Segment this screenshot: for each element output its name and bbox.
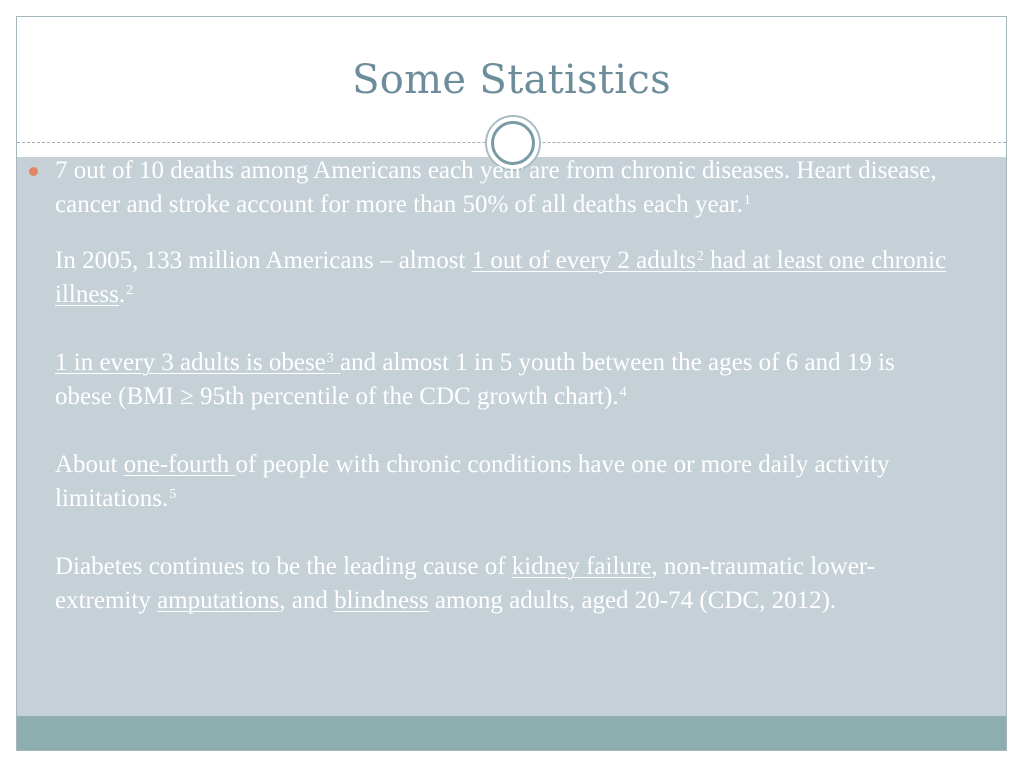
paragraph-diabetes xyxy=(55,550,955,618)
paragraph-text: Diabetes continues to be the leading cause of xyxy=(55,553,512,580)
bullet-paragraph-deaths xyxy=(55,154,955,222)
bullet-dot-icon xyxy=(29,167,38,176)
blindness-link[interactable]: blindness xyxy=(334,587,429,614)
paragraph-text: . xyxy=(118,281,126,308)
footnote-ref: 3 xyxy=(326,351,334,366)
kidney-failure-link[interactable]: kidney failure xyxy=(511,553,652,580)
one-fourth-link[interactable]: one-fourth xyxy=(123,451,236,478)
link-text: 1 out of every 2 adults xyxy=(471,247,696,274)
slide-title: Some Statistics xyxy=(352,57,671,103)
footnote-ref: 4 xyxy=(619,385,627,400)
footer-band xyxy=(17,716,1006,751)
slide-body xyxy=(55,154,955,618)
footnote-ref: 5 xyxy=(169,487,177,502)
paragraph-text: of people with chronic conditions have one or more daily activity limitations. xyxy=(55,451,890,512)
obese-adults-link[interactable] xyxy=(55,349,340,376)
paragraph-obesity xyxy=(55,346,955,414)
paragraph-text: and almost 1 in 5 youth between the ages of 6 and 19 is obese (BMI ≥ 95th percentile of the CDC growth chart). xyxy=(55,349,895,410)
footnote-ref: 1 xyxy=(743,193,751,208)
paragraph-text: among adults, aged 20-74 (CDC, 2012). xyxy=(428,587,837,614)
paragraph-text: About xyxy=(55,451,124,478)
footnote-ref: 2 xyxy=(126,283,134,298)
paragraph-activity-limitations xyxy=(55,448,955,516)
amputations-link[interactable]: amputations xyxy=(157,587,280,614)
deaths-statistic-text: 7 out of 10 deaths among Americans each year are from chronic diseases. Heart disease, cancer and stroke account for more than 50% of all deaths each year. xyxy=(55,157,937,218)
paragraph-text: , and xyxy=(279,587,335,614)
link-text: had at least one chronic illness xyxy=(55,247,947,308)
paragraph-text: , non-traumatic lower-extremity xyxy=(55,553,876,614)
paragraph-text: In 2005, 133 million Americans – almost xyxy=(55,247,472,274)
footnote-ref: 2 xyxy=(696,249,704,264)
paragraph-chronic-illness xyxy=(55,244,955,312)
link-text: 1 in every 3 adults is obese xyxy=(55,349,326,376)
